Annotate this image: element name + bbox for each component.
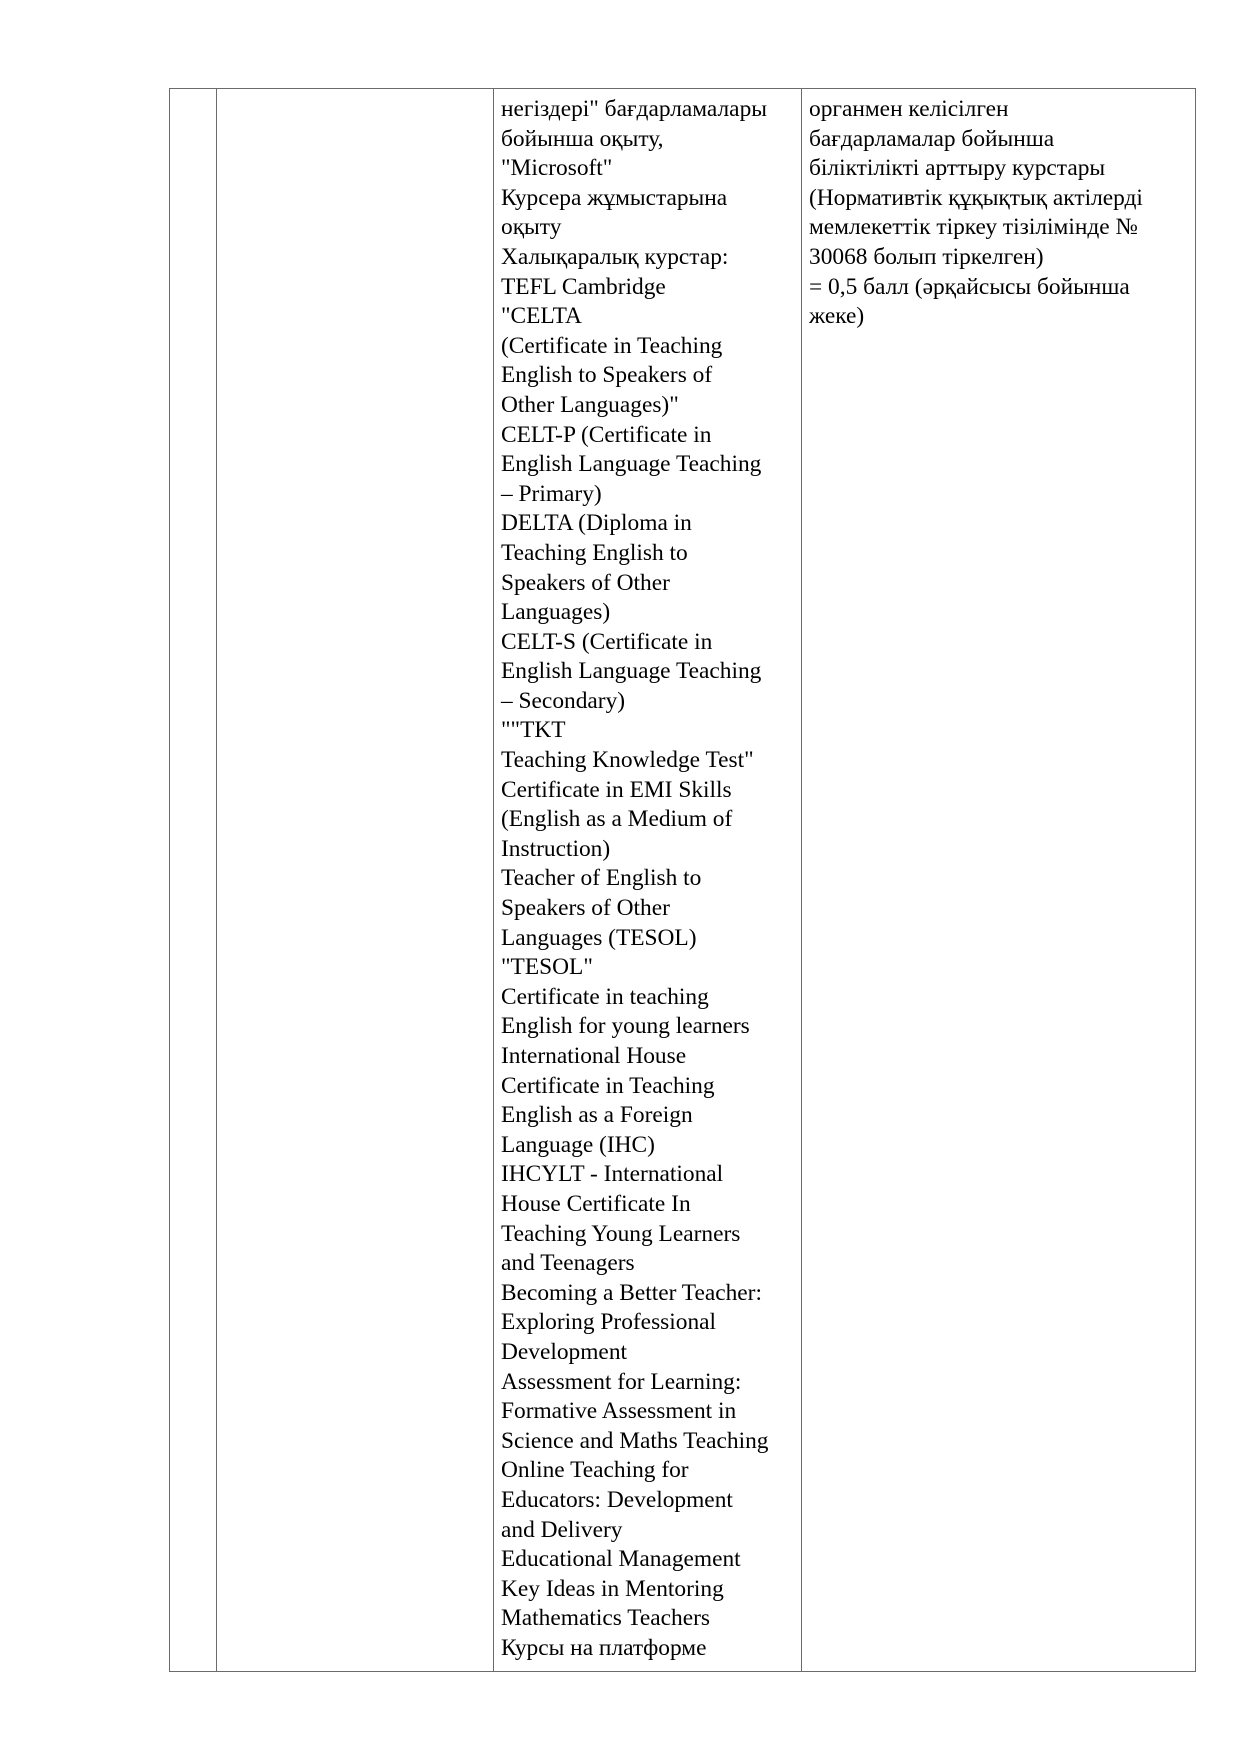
- text-line: CELT-S (Certificate in: [501, 628, 713, 655]
- text-line: Science and Maths Teaching: [501, 1427, 769, 1454]
- text-line: Курсы на платформе: [501, 1634, 707, 1661]
- text-line: "CELTA: [501, 303, 582, 330]
- courses-text: [494, 89, 801, 1663]
- text-line: Speakers of Other: [501, 569, 670, 596]
- text-line: English as a Foreign: [501, 1102, 693, 1129]
- table-cell-courses: [494, 89, 802, 1672]
- text-line: – Secondary): [501, 687, 626, 714]
- text-line: – Primary): [501, 480, 602, 507]
- text-line: Language (IHC): [501, 1131, 655, 1158]
- criteria-table: [169, 88, 1196, 1672]
- text-line: and Teenagers: [501, 1250, 635, 1277]
- scoring-text: [802, 89, 1195, 332]
- text-line: TEFL Cambridge: [501, 273, 666, 300]
- text-line: "TESOL": [501, 954, 593, 981]
- text-line: House Certificate In: [501, 1190, 691, 1217]
- text-line: Mathematics Teachers: [501, 1605, 711, 1632]
- text-line: Instruction): [501, 835, 611, 862]
- text-line: DELTA (Diploma in: [501, 510, 692, 537]
- text-line: мемлекеттік тіркеу тізілімінде №: [809, 214, 1138, 241]
- text-line: Certificate in EMI Skills: [501, 776, 732, 803]
- text-line: English to Speakers of: [501, 362, 713, 389]
- text-line: "Microsoft": [501, 155, 613, 182]
- text-line: бойынша оқыту,: [501, 125, 664, 152]
- text-line: Certificate in teaching: [501, 983, 709, 1010]
- text-line: бағдарламалар бойынша: [809, 125, 1055, 152]
- text-line: 30068 болып тіркелген): [809, 243, 1044, 270]
- text-line: Teaching English to: [501, 539, 688, 566]
- text-line: and Delivery: [501, 1516, 623, 1543]
- text-line: Educators: Development: [501, 1486, 733, 1513]
- text-line: Other Languages)": [501, 391, 679, 418]
- text-line: Key Ideas in Mentoring: [501, 1575, 724, 1602]
- text-line: Educational Management: [501, 1546, 741, 1573]
- text-line: Teaching Knowledge Test": [501, 747, 754, 774]
- text-line: English Language Teaching: [501, 658, 762, 685]
- text-line: Certificate in Teaching: [501, 1072, 715, 1099]
- text-line: (English as a Medium of: [501, 806, 733, 833]
- text-line: Languages (TESOL): [501, 924, 697, 951]
- text-line: Online Teaching for: [501, 1457, 689, 1484]
- text-line: Assessment for Learning:: [501, 1368, 742, 1395]
- text-line: CELT-P (Certificate in: [501, 421, 712, 448]
- text-line: Languages): [501, 599, 611, 626]
- text-line: біліктілікті арттыру курстары: [809, 155, 1106, 182]
- text-line: оқыту: [501, 214, 562, 241]
- text-line: негіздері" бағдарламалары: [501, 96, 767, 122]
- text-line: = 0,5 балл (әрқайсысы бойынша: [809, 273, 1130, 300]
- text-line: English Language Teaching: [501, 451, 762, 478]
- text-line: органмен келісілген: [809, 96, 1009, 122]
- text-line: English for young learners: [501, 1013, 750, 1040]
- table-cell-number: [170, 89, 217, 1672]
- table-row: [170, 89, 1196, 1672]
- text-line: ""TKT: [501, 717, 566, 744]
- text-line: (Нормативтік құқықтық актілерді: [809, 184, 1143, 211]
- text-line: Formative Assessment in: [501, 1398, 737, 1425]
- text-line: Teacher of English to: [501, 865, 702, 892]
- text-line: жеке): [809, 303, 865, 330]
- text-line: Халықаралық курстар:: [501, 243, 729, 270]
- text-line: IHCYLT - International: [501, 1161, 724, 1188]
- table-cell-scoring: [802, 89, 1196, 1672]
- table-cell-criterion: [217, 89, 494, 1672]
- text-line: Курсера жұмыстарына: [501, 184, 728, 211]
- text-line: Speakers of Other: [501, 895, 670, 922]
- text-line: (Certificate in Teaching: [501, 332, 723, 359]
- text-line: Becoming a Better Teacher:: [501, 1279, 762, 1306]
- text-line: Development: [501, 1338, 628, 1365]
- text-line: Exploring Professional: [501, 1309, 717, 1336]
- text-line: International House: [501, 1043, 687, 1069]
- text-line: Teaching Young Learners: [501, 1220, 741, 1247]
